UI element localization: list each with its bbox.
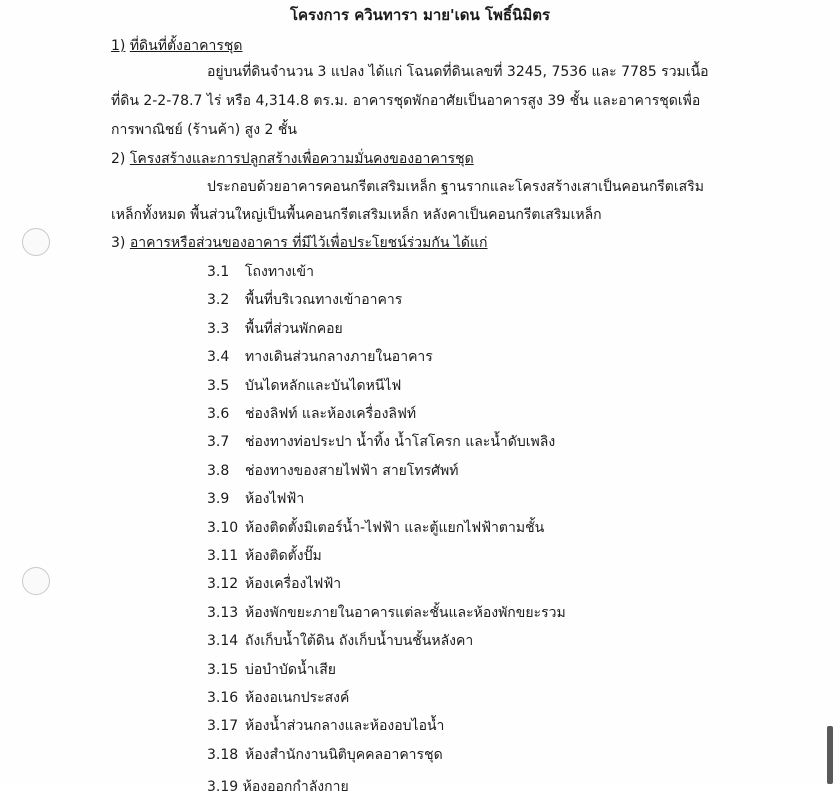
list-item-text: ถังเก็บน้ำใต้ดิน ถังเก็บน้ำบนชั้นหลังคา	[245, 633, 474, 649]
punch-hole	[22, 567, 50, 595]
list-item	[207, 716, 444, 736]
list-item-number: 3.18	[207, 747, 239, 763]
section-2-heading	[111, 149, 474, 169]
section-1-line-2: ที่ดิน 2-2-78.7 ไร่ หรือ 4,314.8 ตร.ม. อาคารชุดพักอาศัยเป็นอาคารสูง 39 ชั้น และอาคารชุดเพื่อ	[111, 93, 701, 109]
list-item-number: 3.8	[207, 463, 230, 479]
list-item-text: บ่อบำบัดน้ำเสีย	[245, 662, 336, 678]
list-item-number: 3.15	[207, 662, 239, 678]
section-1-number: 1)	[111, 38, 126, 54]
list-item-number: 3.10	[207, 520, 239, 536]
list-item-number: 3.2	[207, 292, 230, 308]
section-3-heading	[111, 233, 488, 253]
list-item-text: ห้องไฟฟ้า	[245, 491, 305, 507]
list-item-text: ทางเดินส่วนกลางภายในอาคาร	[245, 349, 433, 365]
list-item-number: 3.9	[207, 491, 230, 507]
list-item	[207, 347, 433, 367]
list-item-text: พื้นที่บริเวณทางเข้าอาคาร	[245, 292, 403, 308]
list-item	[207, 319, 343, 339]
section-1-title: ที่ดินที่ตั้งอาคารชุด	[129, 38, 243, 54]
list-item-number: 3.5	[207, 378, 230, 394]
list-item-text: ห้องเครื่องไฟฟ้า	[245, 576, 342, 592]
list-item-number: 3.11	[207, 548, 239, 564]
list-item-number: 3.4	[207, 349, 230, 365]
list-item-text: ช่องทางท่อประปา น้ำทิ้ง น้ำโสโครก และน้ำดับเพลิง	[245, 434, 556, 450]
list-item-number: 3.12	[207, 576, 239, 592]
document-title: โครงการ ควินทารา มาย'เดน โพธิ์นิมิตร	[289, 6, 551, 24]
section-1-line-1: อยู่บนที่ดินจำนวน 3 แปลง ได้แก่ โฉนดที่ดินเลขที่ 3245, 7536 และ 7785 รวมเนื้อ	[207, 64, 709, 80]
section-3-number: 3)	[111, 235, 126, 251]
list-item-number: 3.14	[207, 633, 239, 649]
list-item-number: 3.6	[207, 406, 230, 422]
list-item-number: 3.7	[207, 434, 230, 450]
section-3-title: อาคารหรือส่วนของอาคาร ที่มีไว้เพื่อประโยชน์ร่วมกัน ได้แก่	[129, 235, 488, 251]
scrollbar-thumb[interactable]	[827, 726, 833, 784]
list-item	[207, 376, 401, 396]
list-item	[207, 631, 473, 651]
list-item	[207, 404, 416, 424]
list-item	[207, 290, 402, 310]
list-item-text: โถงทางเข้า	[245, 264, 314, 280]
list-item	[207, 688, 349, 708]
list-item-text: ห้องอเนกประสงค์	[245, 690, 350, 706]
section-2-line-2: เหล็กทั้งหมด พื้นส่วนใหญ่เป็นพื้นคอนกรีตเสริมเหล็ก หลังคาเป็นคอนกรีตเสริมเหล็ก	[111, 207, 602, 223]
list-item	[207, 262, 314, 282]
list-item	[207, 603, 566, 623]
list-item-text: ห้องพักขยะภายในอาคารแต่ละชั้นและห้องพักขยะรวม	[245, 605, 566, 621]
list-item-number: 3.3	[207, 321, 230, 337]
list-item	[207, 489, 304, 509]
list-item-number: 3.1	[207, 264, 230, 280]
list-item-number: 3.17	[207, 718, 239, 734]
list-item	[207, 574, 341, 594]
list-item-text: ช่องทางของสายไฟฟ้า สายโทรศัพท์	[245, 463, 459, 479]
list-item	[207, 432, 555, 452]
list-item-text: ห้องติดตั้งปั๊ม	[245, 548, 322, 564]
list-item	[207, 518, 544, 538]
list-item	[207, 660, 336, 680]
list-item-text: ห้องติดตั้งมิเตอร์น้ำ-ไฟฟ้า และตู้แยกไฟฟ้าตามชั้น	[245, 520, 545, 536]
list-item-text: พื้นที่ส่วนพักคอย	[245, 321, 343, 337]
list-item-text: ห้องสำนักงานนิติบุคคลอาคารชุด	[245, 747, 443, 763]
list-item-text: ช่องลิฟท์ และห้องเครื่องลิฟท์	[245, 406, 417, 422]
section-2-number: 2)	[111, 151, 126, 167]
list-item	[207, 745, 443, 765]
list-item-text: บันไดหลักและบันไดหนีไฟ	[245, 378, 402, 394]
list-item	[207, 546, 322, 566]
list-item-text: ห้องน้ำส่วนกลางและห้องอบไอน้ำ	[245, 718, 445, 734]
section-1-heading	[111, 36, 242, 56]
list-item-number: 3.13	[207, 605, 239, 621]
list-item	[207, 461, 459, 481]
cut-off-line: 3.19 ห้องออกกำลังกาย	[207, 779, 349, 795]
section-2-title: โครงสร้างและการปลูกสร้างเพื่อความมั่นคงของอาคารชุด	[129, 151, 474, 167]
punch-hole	[22, 228, 50, 256]
list-item-number: 3.16	[207, 690, 239, 706]
section-1-line-3: การพาณิชย์ (ร้านค้า) สูง 2 ชั้น	[111, 122, 297, 138]
section-2-line-1: ประกอบด้วยอาคารคอนกรีตเสริมเหล็ก ฐานรากและโครงสร้างเสาเป็นคอนกรีตเสริม	[207, 179, 704, 195]
